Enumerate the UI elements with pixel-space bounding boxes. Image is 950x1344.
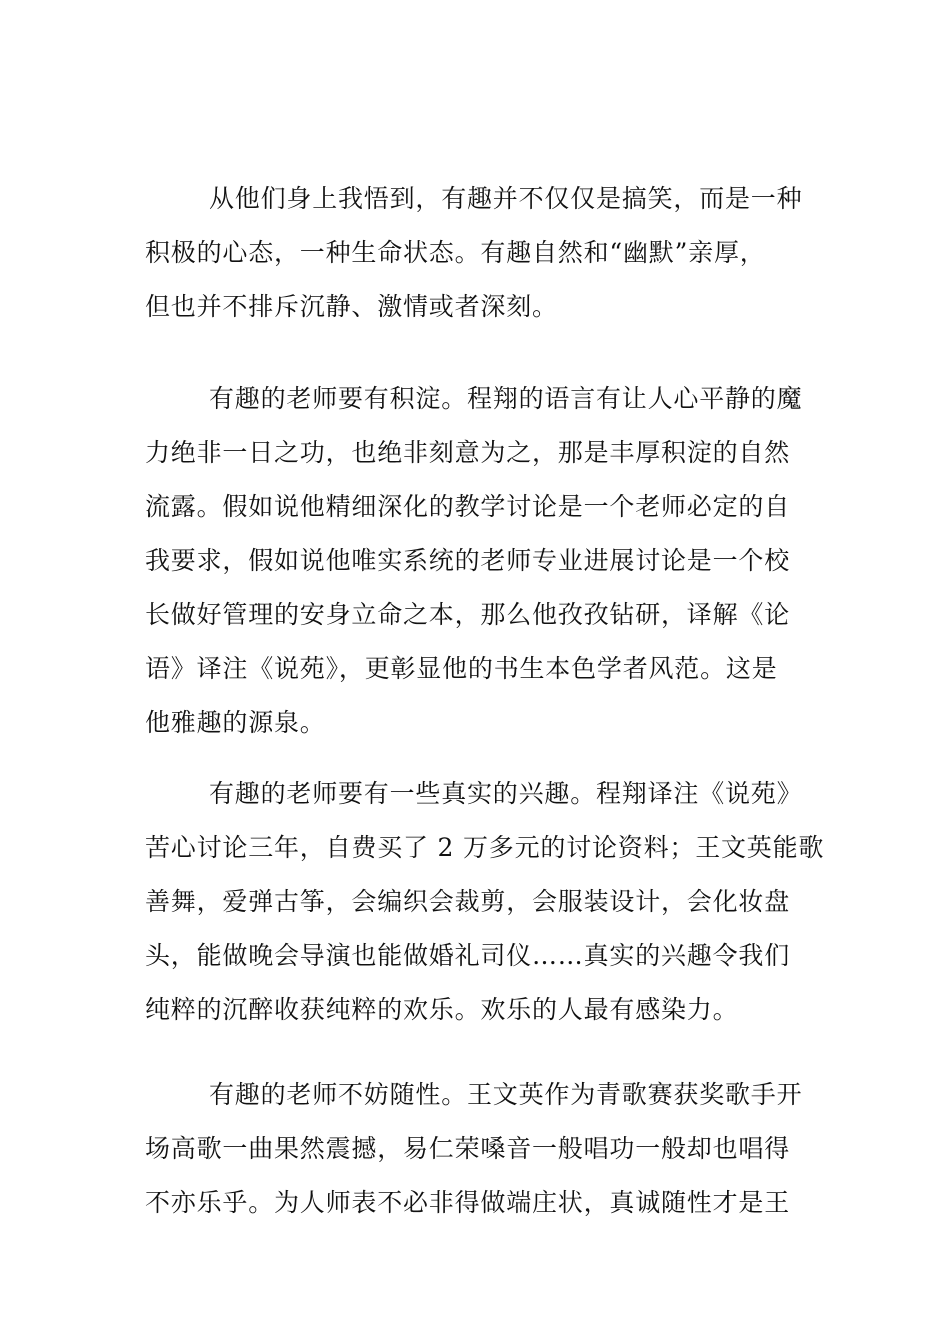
text-line: 语》译注《说苑》，更彰显他的书生本色学者风范。这是 bbox=[145, 654, 778, 683]
text-line: 苦心讨论三年，自费买了 2 万多元的讨论资料；王文英能歌 bbox=[145, 833, 825, 862]
text-line: 长做好管理的安身立命之本，那么他孜孜钻研，译解《论 bbox=[145, 600, 791, 629]
text-line: 头，能做晚会导演也能做婚礼司仪……真实的兴趣令我们 bbox=[145, 941, 791, 970]
text-line: 流露。假如说他精细深化的教学讨论是一个老师必定的自 bbox=[145, 492, 791, 521]
text-line: 纯粹的沉醉收获纯粹的欢乐。欢乐的人最有感染力。 bbox=[145, 995, 739, 1024]
text-line: 他雅趣的源泉。 bbox=[145, 708, 326, 737]
text-line: 有趣的老师要有积淀。程翔的语言有让人心平静的魔 bbox=[209, 384, 803, 413]
text-line: 力绝非一日之功，也绝非刻意为之，那是丰厚积淀的自然 bbox=[145, 438, 791, 467]
text-line: 有趣的老师不妨随性。王文英作为青歌赛获奖歌手开 bbox=[209, 1080, 803, 1109]
paragraph-3 bbox=[145, 767, 825, 1037]
text-line: 从他们身上我悟到，有趣并不仅仅是搞笑，而是一种 bbox=[209, 184, 803, 213]
text-line: 善舞，爱弹古筝，会编织会裁剪，会服装设计，会化妆盘 bbox=[145, 887, 791, 916]
text-line: 但也并不排斥沉静、激情或者深刻。 bbox=[145, 292, 558, 321]
text-line: 不亦乐乎。为人师表不必非得做端庄状，真诚随性才是王 bbox=[145, 1188, 791, 1217]
text-line: 我要求，假如说他唯实系统的老师专业进展讨论是一个校 bbox=[145, 546, 791, 575]
paragraph-4 bbox=[145, 1068, 805, 1230]
text-line: 场高歌一曲果然震撼，易仁荣嗓音一般唱功一般却也唱得 bbox=[145, 1134, 791, 1163]
paragraph-2 bbox=[145, 372, 805, 750]
text-line: 有趣的老师要有一些真实的兴趣。程翔译注《说苑》 bbox=[209, 779, 803, 808]
paragraph-1 bbox=[145, 172, 805, 334]
text-line: 积极的心态，一种生命状态。有趣自然和“幽默”亲厚， bbox=[145, 238, 766, 267]
